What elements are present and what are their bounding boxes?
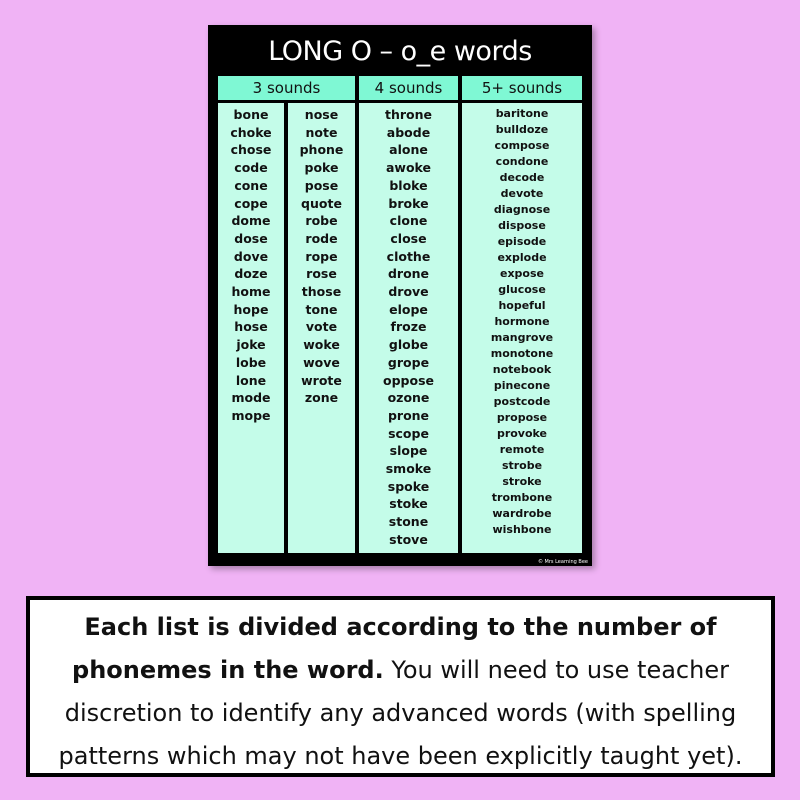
word-item: notebook <box>492 363 552 376</box>
word-item: propose <box>496 411 548 424</box>
word-item: robe <box>305 213 338 229</box>
word-item: clone <box>389 213 428 229</box>
word-item: clothe <box>386 248 431 264</box>
word-item: grope <box>387 354 430 370</box>
word-item: bone <box>233 107 269 122</box>
word-item: ozone <box>387 390 430 406</box>
word-item: broke <box>388 195 429 211</box>
word-item: close <box>390 230 427 246</box>
word-item: prone <box>387 407 430 423</box>
word-item: dispose <box>498 219 546 232</box>
column-3-sounds-b <box>288 103 355 553</box>
word-item: wardrobe <box>492 507 552 520</box>
word-item: lone <box>235 372 267 388</box>
word-item: decode <box>499 171 545 184</box>
word-item: hopeful <box>498 299 546 312</box>
word-item: drone <box>387 266 430 282</box>
word-item: glucose <box>498 283 546 296</box>
word-item: abode <box>386 124 431 140</box>
word-item: stone <box>388 514 429 530</box>
word-item: dome <box>231 213 271 229</box>
word-item: globe <box>388 337 429 353</box>
word-item: dose <box>234 230 268 246</box>
word-item: doze <box>234 266 268 282</box>
word-item: hormone <box>494 315 550 328</box>
word-item: stroke <box>502 475 542 488</box>
word-item: quote <box>301 195 342 211</box>
word-item: tone <box>305 301 338 317</box>
explanation-text: You will need to use teacher discretion to identify any advanced words (with spelling patterns which may not have been explicitly taught yet). <box>58 656 743 770</box>
word-item: expose <box>500 267 544 280</box>
word-item: mode <box>231 390 271 406</box>
word-item: choke <box>230 124 272 140</box>
word-item: zone <box>304 390 339 406</box>
word-item: rose <box>306 266 337 282</box>
word-item: chose <box>230 142 272 158</box>
word-item: postcode <box>493 395 551 408</box>
word-item: lobe <box>235 354 267 370</box>
header-5plus-sounds: 5+ sounds <box>462 76 582 100</box>
column-3-sounds-a <box>218 103 284 553</box>
word-item: wrote <box>301 372 342 388</box>
column-5plus-sounds <box>462 103 582 553</box>
word-item: pose <box>304 177 339 193</box>
word-item: dove <box>233 248 269 264</box>
word-item: note <box>305 124 338 140</box>
word-item: stove <box>389 531 428 547</box>
word-item: wove <box>303 354 340 370</box>
word-item: condone <box>495 155 549 168</box>
word-item: hope <box>233 301 269 317</box>
word-item: wishbone <box>492 523 552 536</box>
word-item: spoke <box>387 478 430 494</box>
explanation-bold: Each list is divided according to the number of phonemes in the word. <box>72 613 717 684</box>
word-item: nose <box>304 107 339 122</box>
word-item: poke <box>304 160 339 176</box>
word-item: trombone <box>491 491 553 504</box>
poster-title: LONG O – o_e words <box>268 36 532 67</box>
word-item: stoke <box>389 496 428 512</box>
word-item: home <box>231 284 271 300</box>
word-item: baritone <box>495 107 549 120</box>
word-item: vote <box>305 319 338 335</box>
word-item: those <box>301 284 342 300</box>
word-item: pinecone <box>493 379 551 392</box>
word-item: strobe <box>501 459 543 472</box>
word-item: woke <box>303 337 340 353</box>
word-item: scope <box>388 425 429 441</box>
word-item: awoke <box>385 160 432 176</box>
column-4-sounds <box>359 103 458 553</box>
word-item: mangrove <box>490 331 554 344</box>
credit: © Mrs Learning Bee <box>537 559 588 565</box>
word-item: rope <box>305 248 338 264</box>
word-item: cone <box>234 177 268 193</box>
word-item: elope <box>389 301 428 317</box>
word-item: remote <box>499 443 545 456</box>
word-item: drove <box>388 284 429 300</box>
word-item: bulldoze <box>495 123 549 136</box>
word-item: explode <box>497 251 547 264</box>
word-item: episode <box>497 235 547 248</box>
header-4-sounds: 4 sounds <box>359 76 458 100</box>
word-item: alone <box>389 142 428 158</box>
word-item: oppose <box>383 372 434 388</box>
word-item: slope <box>389 443 428 459</box>
word-item: joke <box>236 337 266 353</box>
word-item: hose <box>234 319 268 335</box>
word-item: rode <box>305 230 338 246</box>
explanation-box <box>26 596 775 777</box>
word-item: smoke <box>385 461 432 477</box>
word-item: code <box>234 160 268 176</box>
word-item: compose <box>494 139 550 152</box>
word-item: froze <box>390 319 427 335</box>
word-item: throne <box>384 107 432 122</box>
word-item: phone <box>299 142 344 158</box>
word-item: bloke <box>389 177 428 193</box>
word-item: diagnose <box>493 203 551 216</box>
header-3-sounds: 3 sounds <box>218 76 355 100</box>
word-item: mope <box>231 407 271 423</box>
word-item: monotone <box>490 347 554 360</box>
word-item: cope <box>234 195 268 211</box>
word-item: devote <box>500 187 544 200</box>
word-item: provoke <box>496 427 548 440</box>
word-list-poster <box>208 25 592 566</box>
